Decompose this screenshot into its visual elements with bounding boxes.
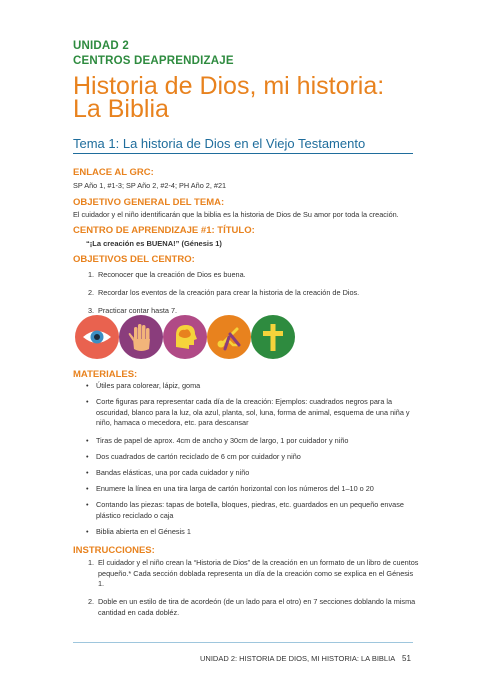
- list-number: 2.: [88, 597, 95, 606]
- list-text: Dos cuadrados de cartón reciclado de 6 cm por cuidador y niño: [96, 452, 301, 461]
- enlace-heading: ENLACE AL GRC:: [73, 167, 154, 178]
- bullet: •: [86, 468, 89, 477]
- tema-divider: [73, 153, 413, 154]
- tema-heading: Tema 1: La historia de Dios en el Viejo Testamento: [73, 136, 366, 151]
- person-stretch-icon: [207, 315, 251, 359]
- list-text: Tiras de papel de aprox. 4cm de ancho y 30cm de largo, 1 por cuidador y niño: [96, 436, 349, 445]
- list-text: Practicar contar hasta 7.: [98, 306, 178, 315]
- list-text: Doble en un estilo de tira de acordeón (de un lado para el otro) en 7 secciones doblando la misma cantidad en cada dobléz.: [98, 597, 416, 617]
- list-number: 1.: [88, 270, 95, 279]
- section-label: CENTROS DEAPRENDIZAJE: [73, 55, 234, 67]
- list-text: Útiles para colorear, lápiz, goma: [96, 381, 201, 390]
- bullet: •: [86, 397, 89, 406]
- bullet: •: [86, 452, 89, 461]
- page-title-line1: Historia de Dios, mi historia:: [73, 72, 385, 100]
- page-title-line2: La Biblia: [73, 95, 169, 123]
- instrucciones-heading: INSTRUCCIONES:: [73, 545, 155, 556]
- enlace-text: SP Año 1, #1-3; SP Año 2, #2-4; PH Año 2, #21: [73, 181, 227, 190]
- objetivos-centro-heading: OBJETIVOS DEL CENTRO:: [73, 254, 195, 265]
- list-text: Contando las piezas: tapas de botella, bloques, piedras, etc. guardados en un pequeño envase plástico reciclado o caja: [96, 500, 404, 520]
- list-text: Reconocer que la creación de Dios es buena.: [98, 270, 246, 279]
- bullet: •: [86, 436, 89, 445]
- list-text: Corte figuras para representar cada día de la creación: Ejemplos: cuadrados negros para la oscuridad, blanco para la luz, ola azul, planta, sol, luna, forma de animal, esquema de una niña y niño, hamaca o mecedora, etc. para descansar: [96, 397, 410, 427]
- page-number: 51: [402, 654, 411, 663]
- eye-icon: [75, 315, 119, 359]
- list-number: 1.: [88, 558, 95, 567]
- unit-label: UNIDAD 2: [73, 40, 129, 52]
- bullet: •: [86, 484, 89, 493]
- centro-heading: CENTRO DE APRENDIZAJE #1: TÍTULO:: [73, 225, 255, 236]
- list-number: 3.: [88, 306, 95, 315]
- footer-divider: [73, 642, 413, 643]
- materiales-heading: MATERIALES:: [73, 369, 138, 380]
- bullet: •: [86, 500, 89, 509]
- list-text: El cuidador y el niño crean la “Historia de Dios” de la creación en un formato de un libro de cuentos pequeño.* Cada sección doblada representa un día de la creación como se explica en el Génesis 1.: [98, 558, 419, 588]
- objetivo-general-heading: OBJETIVO GENERAL DEL TEMA:: [73, 197, 225, 208]
- list-text: Biblia abierta en el Génesis 1: [96, 527, 191, 536]
- list-number: 2.: [88, 288, 95, 297]
- brain-icon: [163, 315, 207, 359]
- bullet: •: [86, 527, 89, 536]
- cross-icon: [251, 315, 295, 359]
- objetivo-general-text: El cuidador y el niño identificarán que la biblia es la historia de Dios de Su amor por toda la creación.: [73, 210, 399, 219]
- list-text: Bandas elásticas, una por cada cuidador y niño: [96, 468, 250, 477]
- list-text: Recordar los eventos de la creación para crear la historia de la creación de Dios.: [98, 288, 360, 297]
- footer-text: UNIDAD 2: HISTORIA DE DIOS, MI HISTORIA: LA BIBLIA: [200, 654, 396, 663]
- centro-quote: “¡La creación es BUENA!” (Génesis 1): [86, 239, 222, 248]
- list-text: Enumere la línea en una tira larga de cartón horizontal con los números del 1–10 o 20: [96, 484, 374, 493]
- bullet: •: [86, 381, 89, 390]
- hand-icon: [119, 315, 163, 359]
